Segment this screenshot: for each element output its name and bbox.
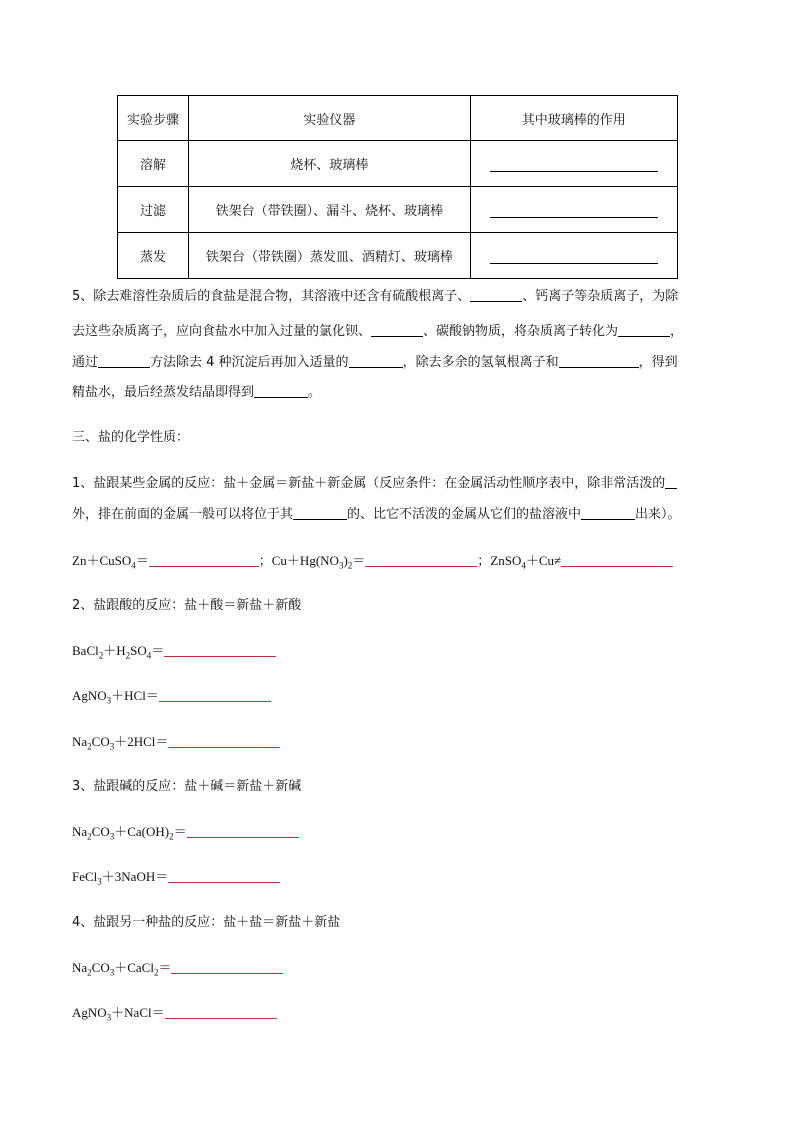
answer-blank[interactable] (490, 156, 658, 172)
s4-equation-a: $Na_2CO_3+CaCl_2=$ (72, 958, 722, 983)
q5-line-1: 5、除去难溶性杂质后的食盐是混合物，其溶液中还含有硫酸根离子、 、钙离子等杂质离子，为除 (72, 289, 679, 304)
s3-equation-a: $Na_2CO_3+Ca(OH)_2=$ (72, 822, 722, 847)
answer-blank[interactable] (149, 552, 259, 567)
table-header-cell: 实验步骤 (118, 96, 189, 141)
answer-blank[interactable] (365, 552, 477, 567)
table-row (118, 233, 678, 279)
table-row (118, 141, 678, 187)
q5-line-2: 去这些杂质离子，应向食盐水中加入过量的氯化钡、 、碳酸钠物质，将杂质离子转化为 ， (72, 324, 684, 339)
s3-equation-b: FeCl$_3$＋3NaOH＝ (72, 867, 722, 892)
q5-line-3: 通过 方法除去 4 种沉淀后再加入适量的 ，除去多余的氢氧根离子和 ，得到 (72, 355, 678, 370)
answer-blank[interactable] (371, 322, 423, 337)
s2-equation-b: AgNO$_3$＋HCl＝ (72, 686, 722, 711)
answer-blank[interactable] (618, 322, 670, 337)
answer-blank[interactable] (490, 248, 658, 264)
answer-cell[interactable] (470, 141, 677, 187)
instruments-cell: 铁架台（带铁圈）、漏斗、烧杯、玻璃棒 (189, 187, 471, 233)
answer-blank[interactable] (470, 287, 522, 302)
answer-cell[interactable] (470, 187, 677, 233)
answer-blank[interactable] (561, 552, 673, 567)
s1-line-2: 外，排在前面的金属一般可以将位于其 的、比它不活泼的金属从它们的盐溶液中 出来）。 (72, 507, 681, 522)
table-header-cell: 其中玻璃棒的作用 (470, 96, 677, 141)
answer-blank[interactable] (665, 474, 677, 489)
step-cell: 蒸发 (118, 233, 189, 279)
instruments-cell: 铁架台（带铁圈）蒸发皿、酒精灯、玻璃棒 (189, 233, 471, 279)
answer-blank[interactable] (187, 823, 299, 838)
s4-equation-b: AgNO$_3$＋NaCl＝ (72, 1003, 722, 1028)
answer-blank[interactable] (168, 868, 280, 883)
instruments-cell: 烧杯、玻璃棒 (189, 141, 471, 187)
answer-blank[interactable] (293, 505, 347, 520)
s1-line-1: 1、盐跟某些金属的反应：盐＋金属＝新盐＋新金属（反应条件：在金属活动性顺序表中，除非常活泼的 (72, 474, 722, 493)
answer-blank[interactable] (490, 202, 658, 218)
step-cell: 过滤 (118, 187, 189, 233)
answer-blank[interactable] (581, 505, 635, 520)
answer-cell[interactable] (470, 233, 677, 279)
answer-blank[interactable] (559, 353, 639, 368)
s1-equations: Zn＋CuSO$_4$＝ ；$Cu+Hg(NO_3)_2=$ ；ZnSO$_4$＋Cu≠ (72, 551, 722, 576)
answer-blank[interactable] (168, 733, 280, 748)
answer-blank[interactable] (164, 642, 276, 657)
table-header-cell: 实验仪器 (189, 96, 471, 141)
section-title: 三、盐的化学性质： (72, 430, 190, 445)
q5-line-4: 精盐水，最后经蒸发结晶即得到 。 (72, 385, 322, 400)
answer-blank[interactable] (171, 959, 283, 974)
answer-blank[interactable] (98, 353, 150, 368)
table-header-row (118, 96, 678, 141)
answer-blank[interactable] (159, 687, 271, 702)
s2-equation-a: $BaCl_2+H_2SO_4=$ (72, 641, 722, 666)
s2-equation-c: $Na_2CO_3+2HCl=$ (72, 732, 722, 757)
answer-blank[interactable] (349, 353, 403, 368)
s2-title: 2、盐跟酸的反应：盐＋酸＝新盐＋新酸 (72, 598, 302, 613)
s3-title: 3、盐跟碱的反应：盐＋碱＝新盐＋新碱 (72, 779, 302, 794)
experiment-table (117, 95, 678, 279)
step-cell: 溶解 (118, 141, 189, 187)
table-row (118, 187, 678, 233)
answer-blank[interactable] (254, 383, 308, 398)
answer-blank[interactable] (165, 1004, 277, 1019)
s4-title: 4、盐跟另一种盐的反应：盐＋盐＝新盐＋新盐 (72, 915, 341, 930)
